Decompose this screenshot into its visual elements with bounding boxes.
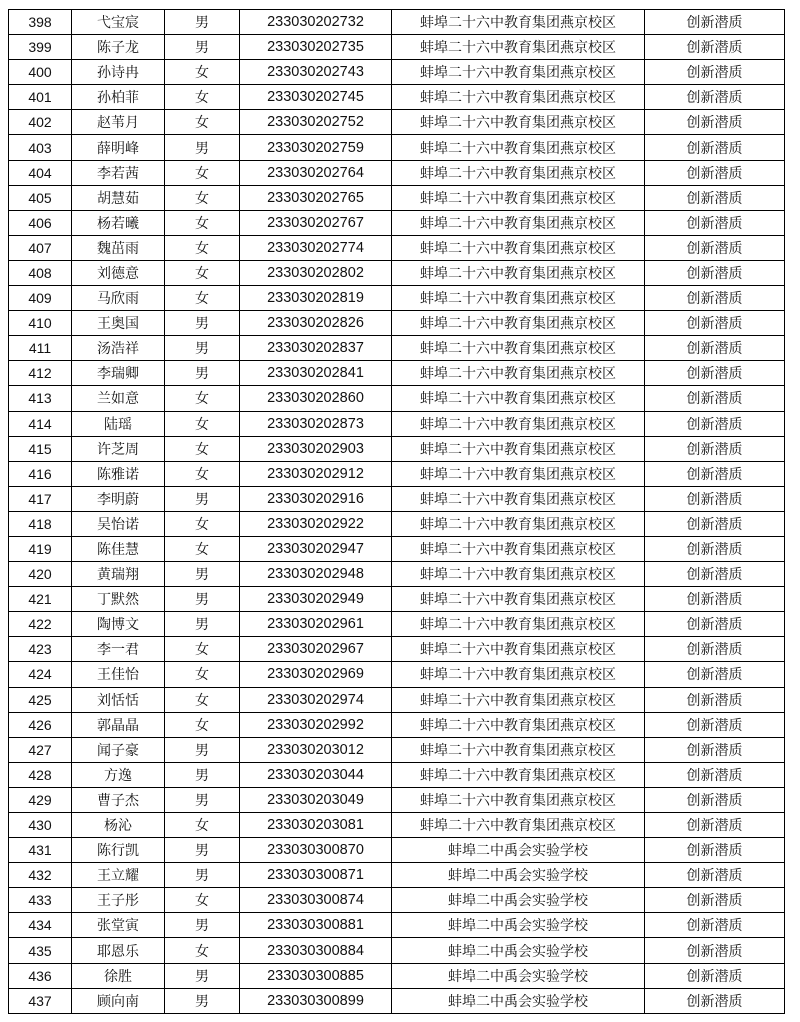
table-row [9, 913, 785, 938]
category-cell: 创新潜质 [645, 160, 785, 185]
school-name-cell: 蚌埠二十六中教育集团燕京校区 [392, 135, 645, 160]
row-number-cell: 416 [9, 461, 72, 486]
student-id-cell: 233030202967 [240, 637, 392, 662]
row-number-cell: 418 [9, 511, 72, 536]
student-id-cell: 233030203049 [240, 787, 392, 812]
school-name-cell: 蚌埠二十六中教育集团燕京校区 [392, 536, 645, 561]
school-name-cell: 蚌埠二十六中教育集团燕京校区 [392, 160, 645, 185]
student-gender-cell: 女 [165, 260, 240, 285]
school-name-cell: 蚌埠二十六中教育集团燕京校区 [392, 662, 645, 687]
category-cell: 创新潜质 [645, 938, 785, 963]
category-cell: 创新潜质 [645, 85, 785, 110]
student-gender-cell: 女 [165, 160, 240, 185]
category-cell: 创新潜质 [645, 536, 785, 561]
student-gender-cell: 女 [165, 286, 240, 311]
school-name-cell: 蚌埠二十六中教育集团燕京校区 [392, 637, 645, 662]
school-name-cell: 蚌埠二十六中教育集团燕京校区 [392, 712, 645, 737]
student-gender-cell: 男 [165, 361, 240, 386]
student-gender-cell: 男 [165, 486, 240, 511]
row-number-cell: 411 [9, 336, 72, 361]
row-number-cell: 414 [9, 411, 72, 436]
category-cell: 创新潜质 [645, 863, 785, 888]
student-gender-cell: 女 [165, 411, 240, 436]
school-name-cell: 蚌埠二十六中教育集团燕京校区 [392, 787, 645, 812]
category-cell: 创新潜质 [645, 637, 785, 662]
student-id-cell: 233030202948 [240, 562, 392, 587]
student-gender-cell: 女 [165, 235, 240, 260]
student-id-cell: 233030202916 [240, 486, 392, 511]
student-gender-cell: 女 [165, 210, 240, 235]
school-name-cell: 蚌埠二十六中教育集团燕京校区 [392, 461, 645, 486]
category-cell: 创新潜质 [645, 913, 785, 938]
category-cell: 创新潜质 [645, 110, 785, 135]
school-name-cell: 蚌埠二十六中教育集团燕京校区 [392, 35, 645, 60]
row-number-cell: 431 [9, 838, 72, 863]
school-name-cell: 蚌埠二中禹会实验学校 [392, 938, 645, 963]
student-id-cell: 233030203044 [240, 762, 392, 787]
table-row [9, 787, 785, 812]
category-cell: 创新潜质 [645, 888, 785, 913]
table-row [9, 888, 785, 913]
student-id-cell: 233030202969 [240, 662, 392, 687]
table-row [9, 737, 785, 762]
category-cell: 创新潜质 [645, 210, 785, 235]
row-number-cell: 422 [9, 612, 72, 637]
school-name-cell: 蚌埠二十六中教育集团燕京校区 [392, 10, 645, 35]
student-id-cell: 233030202837 [240, 336, 392, 361]
row-number-cell: 413 [9, 386, 72, 411]
table-row [9, 235, 785, 260]
row-number-cell: 433 [9, 888, 72, 913]
category-cell: 创新潜质 [645, 687, 785, 712]
school-name-cell: 蚌埠二十六中教育集团燕京校区 [392, 687, 645, 712]
row-number-cell: 403 [9, 135, 72, 160]
row-number-cell: 417 [9, 486, 72, 511]
category-cell: 创新潜质 [645, 486, 785, 511]
category-cell: 创新潜质 [645, 60, 785, 85]
row-number-cell: 404 [9, 160, 72, 185]
student-gender-cell: 男 [165, 311, 240, 336]
row-number-cell: 398 [9, 10, 72, 35]
student-name-cell: 马欣雨 [72, 286, 165, 311]
student-gender-cell: 男 [165, 762, 240, 787]
student-id-cell: 233030300871 [240, 863, 392, 888]
student-name-cell: 胡慧茹 [72, 185, 165, 210]
school-name-cell: 蚌埠二十六中教育集团燕京校区 [392, 813, 645, 838]
student-id-cell: 233030300874 [240, 888, 392, 913]
school-name-cell: 蚌埠二十六中教育集团燕京校区 [392, 587, 645, 612]
student-name-cell: 耶恩乐 [72, 938, 165, 963]
student-name-cell: 许芝周 [72, 436, 165, 461]
table-row [9, 988, 785, 1013]
table-row [9, 35, 785, 60]
student-gender-cell: 男 [165, 838, 240, 863]
school-name-cell: 蚌埠二十六中教育集团燕京校区 [392, 411, 645, 436]
table-row [9, 60, 785, 85]
school-name-cell: 蚌埠二十六中教育集团燕京校区 [392, 311, 645, 336]
row-number-cell: 402 [9, 110, 72, 135]
category-cell: 创新潜质 [645, 311, 785, 336]
row-number-cell: 429 [9, 787, 72, 812]
student-gender-cell: 女 [165, 687, 240, 712]
student-gender-cell: 女 [165, 712, 240, 737]
student-gender-cell: 男 [165, 612, 240, 637]
student-gender-cell: 女 [165, 185, 240, 210]
school-name-cell: 蚌埠二十六中教育集团燕京校区 [392, 336, 645, 361]
student-gender-cell: 女 [165, 637, 240, 662]
table-row [9, 436, 785, 461]
table-row [9, 461, 785, 486]
student-name-cell: 赵苇月 [72, 110, 165, 135]
student-id-cell: 233030202764 [240, 160, 392, 185]
student-gender-cell: 男 [165, 135, 240, 160]
student-gender-cell: 男 [165, 863, 240, 888]
student-gender-cell: 男 [165, 35, 240, 60]
category-cell: 创新潜质 [645, 813, 785, 838]
school-name-cell: 蚌埠二十六中教育集团燕京校区 [392, 85, 645, 110]
school-name-cell: 蚌埠二十六中教育集团燕京校区 [392, 737, 645, 762]
student-name-cell: 王立耀 [72, 863, 165, 888]
student-gender-cell: 男 [165, 737, 240, 762]
table-row [9, 286, 785, 311]
category-cell: 创新潜质 [645, 511, 785, 536]
student-name-cell: 张堂寅 [72, 913, 165, 938]
student-id-cell: 233030202947 [240, 536, 392, 561]
student-name-cell: 闻子豪 [72, 737, 165, 762]
table-row [9, 687, 785, 712]
row-number-cell: 436 [9, 963, 72, 988]
row-number-cell: 420 [9, 562, 72, 587]
student-id-cell: 233030300899 [240, 988, 392, 1013]
category-cell: 创新潜质 [645, 963, 785, 988]
table-row [9, 311, 785, 336]
student-name-cell: 陈行凯 [72, 838, 165, 863]
category-cell: 创新潜质 [645, 587, 785, 612]
row-number-cell: 430 [9, 813, 72, 838]
roster-table-body [9, 10, 785, 1014]
table-row [9, 863, 785, 888]
category-cell: 创新潜质 [645, 461, 785, 486]
category-cell: 创新潜质 [645, 612, 785, 637]
row-number-cell: 435 [9, 938, 72, 963]
table-row [9, 361, 785, 386]
student-id-cell: 233030202774 [240, 235, 392, 260]
student-id-cell: 233030202860 [240, 386, 392, 411]
student-name-cell: 方逸 [72, 762, 165, 787]
school-name-cell: 蚌埠二十六中教育集团燕京校区 [392, 286, 645, 311]
student-id-cell: 233030202949 [240, 587, 392, 612]
student-id-cell: 233030202961 [240, 612, 392, 637]
table-row [9, 587, 785, 612]
student-name-cell: 李明蔚 [72, 486, 165, 511]
category-cell: 创新潜质 [645, 838, 785, 863]
student-gender-cell: 女 [165, 662, 240, 687]
table-row [9, 536, 785, 561]
school-name-cell: 蚌埠二中禹会实验学校 [392, 963, 645, 988]
category-cell: 创新潜质 [645, 787, 785, 812]
student-name-cell: 孙柏菲 [72, 85, 165, 110]
row-number-cell: 427 [9, 737, 72, 762]
student-name-cell: 弋宝宸 [72, 10, 165, 35]
category-cell: 创新潜质 [645, 336, 785, 361]
student-gender-cell: 女 [165, 85, 240, 110]
student-id-cell: 233030202873 [240, 411, 392, 436]
student-name-cell: 李若茜 [72, 160, 165, 185]
school-name-cell: 蚌埠二十六中教育集团燕京校区 [392, 60, 645, 85]
school-name-cell: 蚌埠二中禹会实验学校 [392, 913, 645, 938]
student-id-cell: 233030202826 [240, 311, 392, 336]
student-name-cell: 李瑞卿 [72, 361, 165, 386]
school-name-cell: 蚌埠二中禹会实验学校 [392, 838, 645, 863]
row-number-cell: 399 [9, 35, 72, 60]
row-number-cell: 412 [9, 361, 72, 386]
category-cell: 创新潜质 [645, 386, 785, 411]
school-name-cell: 蚌埠二十六中教育集团燕京校区 [392, 562, 645, 587]
student-id-cell: 233030202912 [240, 461, 392, 486]
table-row [9, 386, 785, 411]
student-id-cell: 233030202732 [240, 10, 392, 35]
table-row [9, 963, 785, 988]
student-id-cell: 233030202802 [240, 260, 392, 285]
table-row [9, 637, 785, 662]
student-id-cell: 233030203012 [240, 737, 392, 762]
school-name-cell: 蚌埠二十六中教育集团燕京校区 [392, 260, 645, 285]
student-id-cell: 233030202743 [240, 60, 392, 85]
student-name-cell: 王奥国 [72, 311, 165, 336]
student-id-cell: 233030300885 [240, 963, 392, 988]
table-row [9, 210, 785, 235]
student-id-cell: 233030300881 [240, 913, 392, 938]
row-number-cell: 434 [9, 913, 72, 938]
category-cell: 创新潜质 [645, 712, 785, 737]
table-row [9, 938, 785, 963]
table-row [9, 411, 785, 436]
student-gender-cell: 男 [165, 587, 240, 612]
category-cell: 创新潜质 [645, 737, 785, 762]
school-name-cell: 蚌埠二十六中教育集团燕京校区 [392, 210, 645, 235]
row-number-cell: 423 [9, 637, 72, 662]
student-gender-cell: 男 [165, 963, 240, 988]
student-id-cell: 233030202922 [240, 511, 392, 536]
row-number-cell: 421 [9, 587, 72, 612]
student-gender-cell: 女 [165, 436, 240, 461]
table-row [9, 135, 785, 160]
table-row [9, 185, 785, 210]
table-row [9, 712, 785, 737]
student-name-cell: 汤浩祥 [72, 336, 165, 361]
roster-table [8, 9, 785, 1014]
student-name-cell: 魏茁雨 [72, 235, 165, 260]
table-row [9, 838, 785, 863]
row-number-cell: 407 [9, 235, 72, 260]
row-number-cell: 400 [9, 60, 72, 85]
table-row [9, 336, 785, 361]
table-row [9, 762, 785, 787]
student-gender-cell: 女 [165, 536, 240, 561]
table-row [9, 110, 785, 135]
student-name-cell: 吴怡诺 [72, 511, 165, 536]
student-name-cell: 郭晶晶 [72, 712, 165, 737]
table-row [9, 486, 785, 511]
category-cell: 创新潜质 [645, 235, 785, 260]
student-gender-cell: 女 [165, 386, 240, 411]
row-number-cell: 405 [9, 185, 72, 210]
row-number-cell: 432 [9, 863, 72, 888]
student-id-cell: 233030202745 [240, 85, 392, 110]
row-number-cell: 410 [9, 311, 72, 336]
category-cell: 创新潜质 [645, 988, 785, 1013]
student-name-cell: 徐胜 [72, 963, 165, 988]
student-name-cell: 黄瑞翔 [72, 562, 165, 587]
student-id-cell: 233030202752 [240, 110, 392, 135]
row-number-cell: 406 [9, 210, 72, 235]
student-name-cell: 陆瑶 [72, 411, 165, 436]
row-number-cell: 437 [9, 988, 72, 1013]
category-cell: 创新潜质 [645, 662, 785, 687]
student-gender-cell: 女 [165, 511, 240, 536]
category-cell: 创新潜质 [645, 762, 785, 787]
student-gender-cell: 男 [165, 562, 240, 587]
table-row [9, 662, 785, 687]
student-name-cell: 杨若曦 [72, 210, 165, 235]
student-gender-cell: 男 [165, 10, 240, 35]
student-gender-cell: 女 [165, 888, 240, 913]
student-name-cell: 陈子龙 [72, 35, 165, 60]
student-name-cell: 陈雅诺 [72, 461, 165, 486]
category-cell: 创新潜质 [645, 361, 785, 386]
student-name-cell: 李一君 [72, 637, 165, 662]
category-cell: 创新潜质 [645, 286, 785, 311]
student-id-cell: 233030202903 [240, 436, 392, 461]
student-id-cell: 233030202767 [240, 210, 392, 235]
school-name-cell: 蚌埠二十六中教育集团燕京校区 [392, 486, 645, 511]
category-cell: 创新潜质 [645, 135, 785, 160]
category-cell: 创新潜质 [645, 10, 785, 35]
row-number-cell: 401 [9, 85, 72, 110]
student-name-cell: 杨沁 [72, 813, 165, 838]
table-row [9, 10, 785, 35]
category-cell: 创新潜质 [645, 436, 785, 461]
student-name-cell: 曹子杰 [72, 787, 165, 812]
student-name-cell: 刘德意 [72, 260, 165, 285]
student-gender-cell: 女 [165, 813, 240, 838]
student-name-cell: 王子彤 [72, 888, 165, 913]
school-name-cell: 蚌埠二十六中教育集团燕京校区 [392, 185, 645, 210]
student-id-cell: 233030202759 [240, 135, 392, 160]
school-name-cell: 蚌埠二十六中教育集团燕京校区 [392, 386, 645, 411]
student-id-cell: 233030202841 [240, 361, 392, 386]
student-id-cell: 233030202992 [240, 712, 392, 737]
category-cell: 创新潜质 [645, 185, 785, 210]
table-row [9, 511, 785, 536]
school-name-cell: 蚌埠二中禹会实验学校 [392, 988, 645, 1013]
student-name-cell: 孙诗冉 [72, 60, 165, 85]
school-name-cell: 蚌埠二十六中教育集团燕京校区 [392, 361, 645, 386]
row-number-cell: 409 [9, 286, 72, 311]
category-cell: 创新潜质 [645, 35, 785, 60]
student-name-cell: 陶博文 [72, 612, 165, 637]
row-number-cell: 419 [9, 536, 72, 561]
table-row [9, 160, 785, 185]
school-name-cell: 蚌埠二中禹会实验学校 [392, 863, 645, 888]
student-gender-cell: 男 [165, 913, 240, 938]
student-id-cell: 233030203081 [240, 813, 392, 838]
category-cell: 创新潜质 [645, 562, 785, 587]
student-gender-cell: 男 [165, 787, 240, 812]
student-id-cell: 233030300870 [240, 838, 392, 863]
school-name-cell: 蚌埠二十六中教育集团燕京校区 [392, 235, 645, 260]
student-name-cell: 王佳怡 [72, 662, 165, 687]
table-row [9, 260, 785, 285]
table-row [9, 612, 785, 637]
school-name-cell: 蚌埠二十六中教育集团燕京校区 [392, 612, 645, 637]
student-id-cell: 233030202765 [240, 185, 392, 210]
student-id-cell: 233030202974 [240, 687, 392, 712]
row-number-cell: 428 [9, 762, 72, 787]
category-cell: 创新潜质 [645, 411, 785, 436]
student-name-cell: 刘恬恬 [72, 687, 165, 712]
school-name-cell: 蚌埠二十六中教育集团燕京校区 [392, 762, 645, 787]
table-row [9, 562, 785, 587]
school-name-cell: 蚌埠二十六中教育集团燕京校区 [392, 110, 645, 135]
student-gender-cell: 女 [165, 938, 240, 963]
student-name-cell: 兰如意 [72, 386, 165, 411]
student-name-cell: 顾向南 [72, 988, 165, 1013]
school-name-cell: 蚌埠二十六中教育集团燕京校区 [392, 511, 645, 536]
student-gender-cell: 女 [165, 60, 240, 85]
table-row [9, 85, 785, 110]
student-gender-cell: 男 [165, 336, 240, 361]
student-id-cell: 233030202819 [240, 286, 392, 311]
student-name-cell: 陈佳慧 [72, 536, 165, 561]
student-id-cell: 233030300884 [240, 938, 392, 963]
student-gender-cell: 男 [165, 988, 240, 1013]
row-number-cell: 408 [9, 260, 72, 285]
student-name-cell: 薛明峰 [72, 135, 165, 160]
student-name-cell: 丁默然 [72, 587, 165, 612]
student-id-cell: 233030202735 [240, 35, 392, 60]
row-number-cell: 425 [9, 687, 72, 712]
category-cell: 创新潜质 [645, 260, 785, 285]
school-name-cell: 蚌埠二中禹会实验学校 [392, 888, 645, 913]
student-gender-cell: 女 [165, 110, 240, 135]
table-row [9, 813, 785, 838]
school-name-cell: 蚌埠二十六中教育集团燕京校区 [392, 436, 645, 461]
row-number-cell: 426 [9, 712, 72, 737]
student-gender-cell: 女 [165, 461, 240, 486]
row-number-cell: 415 [9, 436, 72, 461]
row-number-cell: 424 [9, 662, 72, 687]
